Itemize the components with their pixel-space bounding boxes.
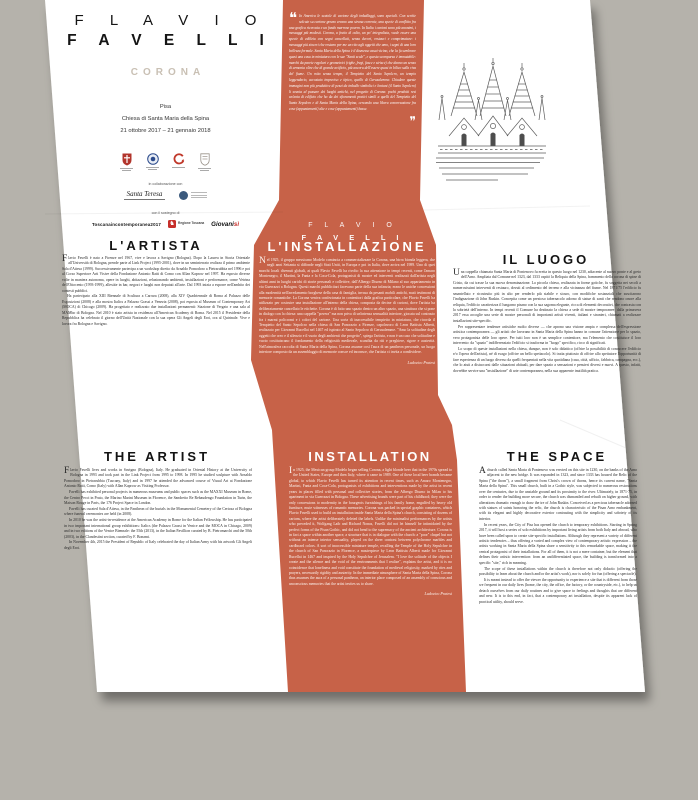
collaboration-logos-row xyxy=(58,190,273,200)
navy-circle-icon xyxy=(179,191,188,200)
partner-crest-logo xyxy=(198,153,211,171)
quote-text: In America le scatole di cartone degli imballaggi, sono speciali. Con scritte solcate su cartone grezzo creano una strana corrente, una specie di conflitto fra una grafica ricercata e un fondo marrone povero. In Italia i cartoni sono più anonimi, i messaggi più modesti. Corona, a frutto di culto, un po' integralista, vuole essere una specie di edilizia con segni cancellati, senza decori, restauri e comprimature: i messaggi più sinceri che restano per me un rito agli oggetti che amo, i segni di una loro bellezza formale. Santa Maria della Spina è il dismesso assai vicino, che la fa sembrare quasi una casa in miniatura con le sue "Santi scale", e questa scomparsa è immutabile: marchi da parete regolari e geometrici (righe, fregi, fasce e strisce) che danno un senso di armonia oltre che di grande artificio, più ancora dell'essere quasi in bilico sulla riva del fiume. Un mito senza tempo, il Tempietto del Santo Sepolcro, un tempio leggendario, accostato impreciso e tipico, quello di Gerusalemme. Chiudere queste immagini non più produttive di pezzi da imballo simbolici e lontani (il Santo Sepolcro) li svuota al passare dei luoghi antichi, nel progetto di Corona: pochi prodotti resi un'anta di edificio che ho da dei sfioramenti pratici simili a quelli del Tempietto del Santo Sepolcro e di Santa Maria della Spina, cercando una libera conversazione fra cose (appuntamenti) alte e cose (appuntamenti) basse. xyxy=(289,14,416,111)
band-artist-last: F A V E L L I xyxy=(301,232,403,242)
author-signature: Ludovico Pratesi xyxy=(407,359,435,365)
giovanisi-logo xyxy=(211,221,239,228)
toscana-contemporanea-logo: Toscanaincontemporanea2017 xyxy=(91,221,162,227)
paragraph: Flavio Favelli è nato a Firenze nel 1967, vive e lavora a Savigno (Bologna). Dopo la Laurea in Storia Orientale all'Università di Bologna, prende parte al Link Project (1995-2001), dove in un seminterrato realizza il primo ambiente Sala d'Attesa (1999). Successivamente partecipa a un workshop diretto da Arnaldo Pomodoro a Pietrarubbia nel 1996 e poi al Corso Superiore Arti Visive della Fondazione Antonio Ratti di Como con Allan Kaprow nel 1997. Ha esposto diverse volte in maniera autonoma, opere in luoghi, abitazioni, relazionando ambienti, installazioni e performance, come Vetrina dell'Ottocento (1993-1999), allestite in bar, negozi e luoghi non deputati all'arte. Dal 1993 inizia a esporre nell'ambito dei contesti pubblici. xyxy=(62,254,250,293)
venue-label: Chiesa di Santa Maria della Spina xyxy=(121,116,210,122)
exhibition-title: CORONA xyxy=(130,67,206,78)
santa-teresa-logo: Santa Teresa xyxy=(124,190,166,200)
cover-panel xyxy=(58,12,273,228)
section-title-it-artist: L'ARTISTA xyxy=(109,238,203,253)
pisa-crest-icon xyxy=(122,153,132,166)
paragraph: Favelli has curated Sala d'Attesa, in the Pantheon of the burials in the Monumental Cemetery of the Certosa of Bologna where funeral ceremonies are held (in 2008). xyxy=(64,506,252,517)
band-artist-first: F L A V I O xyxy=(308,222,397,229)
dates-label: 21 ottobre 2017 – 21 gennaio 2018 xyxy=(120,128,211,134)
paragraph: Ha partecipato alla XIII Biennale di Scultura a Carrara (2008), alla XIV Quadriennale di Roma al Palazzo delle Esposizioni (2008) e alla mostra Italics a Palazzo Grassi a Venezia (2008), poi esposta al Museum of Contemporary Art (MOCA) di Chicago (2009). Ha progettato e realizzato due installazioni permanenti: Stazione di Vergato e una sala al MAMbo di Bologna. Nel 2010 è stato artista in residenza all'American Academy di Roma. Nel 2015 il Presidente della Repubblica ha celebrato il giorno dell'Unità Nazionale con la sua opera Gli Angeli degli Eroi, ora al Quirinale. Vive e lavora fra Bologna e Savigno. xyxy=(62,294,250,326)
paragraph: Lo scopo di queste installazioni nella chiesa, dunque, non è solo didattico (offrire la possibilità di conoscere l'edificio e/o l'opera dell'artista), né di svago (offrire un bello spettacolo). Si tratta piuttosto di offrire allo spettatore l'opportunità di fare esperienza di un luogo diverso da quelli frequentati nella vita quotidiana (casa, città, ufficio, fabbrica, campagna, ecc.), che lo aiuti a distaccarsi dalle situazioni abituali, per dare spazio a sensazioni e pensieri diversi e nuovi. A questo, infatti, dovrebbe servire una "installazione" di arte contemporanea, nella sua apparente inutilità pratica. xyxy=(453,346,641,373)
close-quote-icon: ❞ xyxy=(409,113,416,128)
section-title-it-installation: L'INSTALLAZIONE xyxy=(267,239,427,254)
paragraph: Flavio Favelli lives and works in Savigno (Bologna), Italy. He graduated in Oriental History at the University of Bologna in 1993 and took part in the Link Project from 1995 to 1998. In 1995 he studied sculpture with Arnaldo Pomodoro in Pietrarubbia (Tuscany, Italy) and in 1997 he attended the advanced course of Visual Art at Fondazione Antonio Ratti, Como (Italy) with Allan Kaprow as Visiting Professor. xyxy=(64,466,252,489)
city-label: Pisa xyxy=(159,104,172,110)
giovani-text: Giovani xyxy=(211,220,234,228)
university-seal-icon xyxy=(147,153,159,165)
paragraph: Per rappresentare tendenze artistiche molto diverse — che aprono una visione ampia e complessa dell'espressione artistica contemporanea — gli artisti che lavorano in Santa Maria della Spina hanno in comune l'attenzione per lo spazio, vero protagonista delle loro opere. Per tutti loro non è un semplice contenitore, ma l'elemento che costituisce il loro intervento: da "spazio" indifferenziato l'edificio si trasforma in "luogo" specifico, ricco di significati. xyxy=(453,324,641,345)
paragraph: Una cappella chiamata Santa Maria di Pontenovo fu eretta in questo luogo nel 1230, adiacente al nuovo ponte e al greto dell'Arno. Ampliata dal Comune nel 1323, dal 1333 ospitò la Reliquia della Spina, frammento della corona di spine di Cristo, da cui trasse la sua nuova denominazione. La piccola chiesa, realizzata in forme gotiche, fu soggetta nei secoli a numerosissimi interventi di restauro, dovuti al cedimento del terreno e alla vicinanza del fiume. Nel 1871/75 l'edificio fu smantellato e ricostruito più in alto per renderlo più stabile e sicuro, con modifiche sostanziali che suscitarono l'indignazione di John Ruskin. Concepita come un prezioso tabernacolo adorno di statue di santi che rendono onore alla reliquia, l'edificio caratterizza il lungarno pisano con la sua sagoma elegante, ricca di elementi decorativi, che contrasta con la sobrietà dell'interno. In tempi recenti il Comune ha destinato la chiesa a sede di mostre temporanee; dalla primavera 2017 essa accoglie una serie di mostre personali di importanti artisti viventi, italiani e stranieri, chiamati a realizzare installazioni site-specific. xyxy=(453,268,641,323)
section-title-en-space: THE SPACE xyxy=(506,449,608,464)
support-logos-row xyxy=(58,220,273,228)
artist-last-name: F A V E L L I xyxy=(67,32,273,49)
open-quote-icon: ❝ xyxy=(289,11,298,27)
paragraph: In 1925, the Mexican group Modelo began selling Corona, a light blonde beer that in the 1970s spread to the United States, Europe and then Italy, where it came in 1989. One of these local beer brands became global, to which Flavio Favelli has turned its attention in recent times, such as Amaro Montenegro, Martini, Fanta and Coca-Cola, protagonists of exhibitions and interventions made by the artist in recent years in places filled with personal and collective stories, from the Albergo Diurno in Milan to his apartment in via Guerrazzi in Bologna. These advertising brands were part of his childhood; they were the only concessions to modernity in the bourgeois furnishings of his family home, engulfed by heavy old furniture, mute witnesses of romantic memories. Corona was packed in special graphic containers, which Flavio Favelli used to build an installation inside Santa Maria della Spina's church, consisting of dozens of cartons, where the artist deliberately deleted the labels. Unlike the minimalist performances by the artists who preceded it, Wolfgang Laib and Richard Nonas, Favelli did not let himself be intimidated by the perfect forms of the Pisan Gothic, and did not bend to the supremacy of the ancient architecture. Corona is in fact a space within another space, a structure that is in dialogue with the church: a "poor" chapel but not without an intense interior sensuality, played on the sheer contrast between polychrome marbles and cardboard colors. A sort of inaccessible miniature temple, recalling the Temple of the Holy Sepulchre in the church of San Pancrazio in Florence, a masterpiece by Leon Battista Alberti made for Giovanni Rucellai in 1467 and inspired by the Holy Sepulchre of Jerusalem. "I love the solitude of the objects I create and the silence and the void of the environments that I realize", explains the artist, and it is no coincidence that loneliness and void constitute the foundation of medieval religiosity, marked by rites and prayers, necessarily rigidity and austerity. In the immediate atmosphere of Santa Maria della Spina, Corona thus assumes the aura of a personal pantheon, an interior place composed of an assembly of conscious and unconscious memories that the artist invites us to share. xyxy=(289,466,452,586)
artist-first-name: F L A V I O xyxy=(74,12,268,29)
en-artist-text xyxy=(64,468,252,551)
regione-toscana-logo xyxy=(168,220,204,228)
it-installation-text xyxy=(259,258,435,365)
en-installation-text xyxy=(289,468,452,596)
collaboration-label: in collaborazione con xyxy=(148,182,183,186)
paragraph: The scope of these installations within the church is therefore not only didactic (offering the possibility to learn about the church and/or the artist's work), nor is solely for fun (offering a spectacle). xyxy=(479,566,637,577)
institution-logos-row xyxy=(58,153,273,171)
it-space-text xyxy=(453,270,641,374)
regione-toscana-label: Regione Toscana xyxy=(178,221,205,226)
artist-quote-block xyxy=(289,11,416,128)
gray-crest-icon xyxy=(200,153,210,166)
circular-arrow-icon xyxy=(173,153,185,165)
paragraph: In 2010 he was the artist-in-residence at the American Academy in Rome for the Italian Fellowship. He has participated in two important international group exhibitions: Italics (the Palazzo Grassi in Venice and the MOCA in Chicago, 2009) and in two editions of the Venice Biennale: the 55th (2013), in the Italian Pavillion curated by B. Pietromarchi and the 50th (2003), in the Clandestini section, curated by F. Bonami. xyxy=(64,518,252,539)
round-partner-logo xyxy=(179,191,207,200)
section-title-en-installation: INSTALLATION xyxy=(308,449,432,464)
pegasus-icon: ♞ xyxy=(169,221,175,227)
paragraph: In November 4th, 2015 the President of Republic of Italy celebrated the day of Italian Army with his artwork Gli Angeli degli Eroi. xyxy=(64,540,252,550)
author-signature: Ludovico Pratesi xyxy=(424,591,452,597)
paragraph: Nel 1925, il gruppo messicano Modelo comincia a commercializzare la Corona, una birra bionda leggera, che negli anni Settanta si diffonde negli Stati Uniti, in Europa e poi in Italia, dove arriva nel 1989. Uno di quei marchi locali divenuti globali, ai quali Flavio Favelli ha rivolto la sua attenzione in tempi recenti, come l'amaro Montenegro, il Martini, la Fanta e la Coca-Cola, protagonisti di mostre ed interventi realizzati dall'artista negli ultimi anni in luoghi carichi di storie personali e collettive, dall'Albergo Diurno di Milano al suo appartamento in via Guerrazzi a Bologna. Questi marchi pubblicitari facevano parte della sua infanzia; erano le uniche concessioni alla modernità nell'arredamento borghese della casa di famiglia, invasa da pesanti mobili antichi, muti testimoni di memorie romantiche. La Corona veniva confezionata in contenitori dalla grafica particolare, che Flavio Favelli ha utilizzato per costruire una installazione all'interno della chiesa, composta da decine di cartoni, dove l'artista ha deliberatamente cancellato le etichette. Corona è di fatto uno spazio dentro un altro spazio, una struttura che si pone in dialogo con la chiesa: una cappella "povera" ma non priva di un'intensa sensualità interiore, giocata sul contrasto fra i marmi policromi e i colori del cartone. Una sorta di inaccessibile tempietto in miniatura, che ricorda il Tempietto del Santo Sepolcro nella chiesa di San Pancrazio a Firenze, capolavoro di Leon Battista Alberti, realizzato per Giovanni Rucellai nel 1467 ed ispirato al Santo Sepolcro di Gerusalemme. "Amo la solitudine degli oggetti che creo e il silenzio e il vuoto degli ambienti che progetto", spiega l'artista, e non è un caso che solitudine e vuoto costituiscano il fondamento della religiosità medievale, scandita da riti e preghiere, rigore e austerità. Nell'atmosfera raccolta di Santa Maria della Spina, Corona assume così l'aura di un pantheon personale, un luogo interiore composto da un assemblaggio di memorie consce ed inconsce, che l'artista ci invita a condividere. xyxy=(259,256,435,355)
support-label: con il sostegno di xyxy=(151,211,180,215)
paragraph: Favelli has exhibited personal projects in numerous museums and public spaces such as the MAXXI Museum in Rome, the Centro Pecci in Prato, the Marino Marini Museum in Florence, the Sandretto Re Rebaudengo Foundation in Turin, the Maison Rouge in Paris, the 176 Project Space in London. xyxy=(64,490,252,506)
partner-g-logo xyxy=(172,153,185,168)
paragraph: In recent years, the City of Pisa has opened the church to temporary exhibitions. Starting in Spring 2017, it will host a series of solo exhibitions by important living artists from both Italy and abroad, who have been called upon to create site-specific installations. Although they represent a variety of different artistic tendencies – thus offering a varied and complex view of contemporary artistic expression – the artists working in Santa Maria della Spina share a sensitivity to this remarkable space, making it the central protagonist of their installations. For all of them, it is not a mere container, but the element that defines their artistic intervention: from an undifferentiated space, the building is transformed into a specific "site," rich in meaning. xyxy=(479,522,637,565)
section-title-it-space: IL LUOGO xyxy=(502,252,590,267)
it-artist-text xyxy=(62,256,250,327)
paragraph: It is meant instead to offer the viewer the opportunity to experience a site that is different from those we frequent in our daily lives (home, the city, the office, the factory, or the countryside, etc.), to help us detach ourselves from our daily routines and to give space to feelings and thoughts that are different and new. It is to this end, in fact, that a contemporary art installation, despite its apparent lack of practical utility, should serve. xyxy=(479,577,637,604)
church-etching-illustration xyxy=(434,56,550,188)
paragraph: Achurch called Santa Maria di Pontenovo was erected on this site in 1230, on the banks of the Arno adjacent to the new bridge. It was expanded in 1323, and since 1333 has housed the Relic of the Spina ("the thorn"), a small fragment from Christ's crown of thorns, hence its current name, "Santa Maria della Spina". This small church, built in a Gothic style, was subjected to numerous restorations over the centuries, due to the unstable ground and its proximity to the river. Ultimately, in 1871-75, in order to render the building more secure, the church was dismantled and rebuilt on higher ground, with alterations dramatic enough to draw the ire of John Ruskin. Conceived as a precious tabernacle adorned with statues of saints honoring the relic, the church is characteristic of the Pisan Arno embankment, with its elegant and highly decorative exterior contrasting with the simplicity and sobriety of its interior. xyxy=(479,466,637,521)
section-title-en-artist: THE ARTIST xyxy=(103,449,211,464)
comune-di-pisa-logo xyxy=(120,153,133,171)
en-space-text xyxy=(479,468,637,605)
si-text: sì xyxy=(233,220,240,228)
universita-di-pisa-logo xyxy=(146,153,159,170)
